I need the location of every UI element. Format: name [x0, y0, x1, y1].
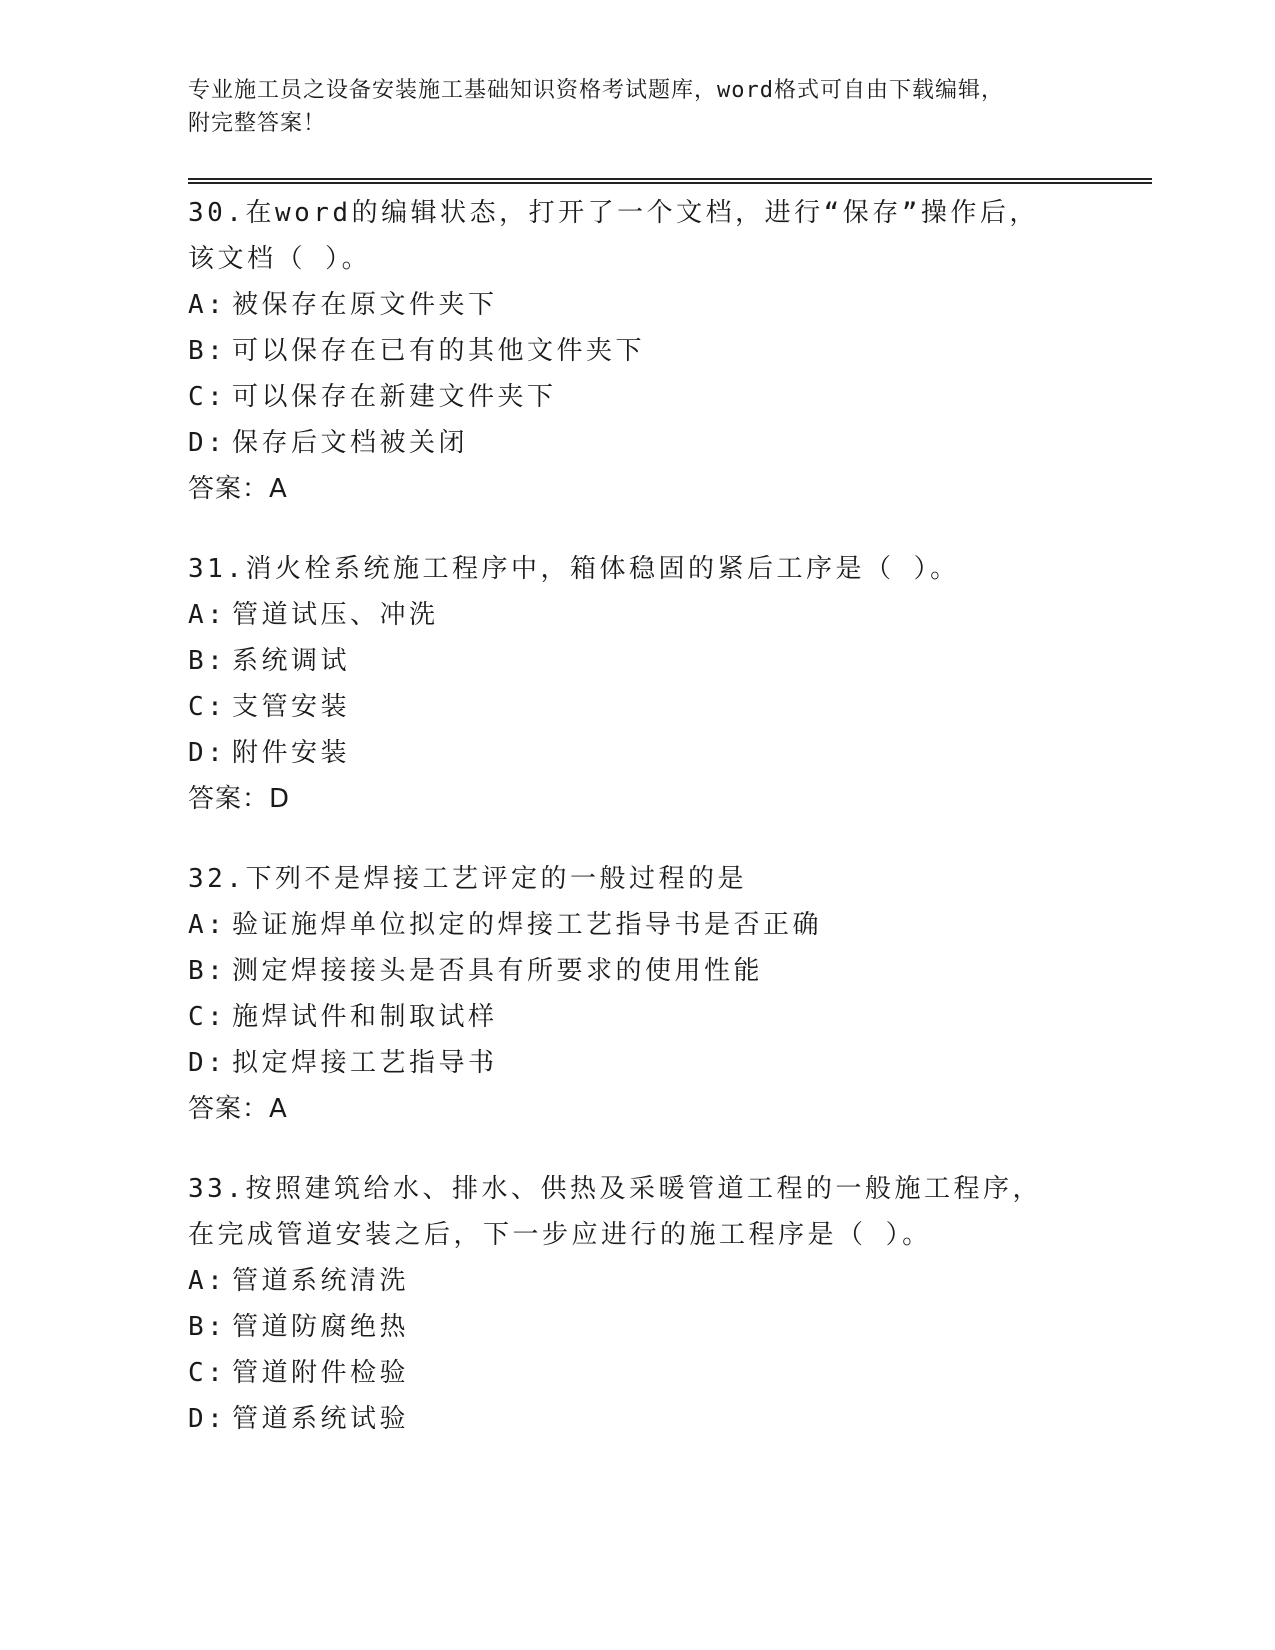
question-stem: 31.消火栓系统施工程序中，箱体稳固的紧后工序是（ ）。: [188, 554, 960, 584]
option-d: [188, 1396, 1088, 1442]
option-letter: B:: [188, 1312, 227, 1342]
option-text: 拟定焊接工艺指导书: [232, 1048, 498, 1078]
header-divider: [188, 178, 1152, 183]
option-c: [188, 1350, 1088, 1396]
option-d: [188, 420, 1088, 466]
option-text: 可以保存在新建文件夹下: [232, 382, 557, 412]
option-letter: B:: [188, 956, 227, 986]
option-text: 验证施焊单位拟定的焊接工艺指导书是否正确: [232, 910, 823, 940]
option-text: 系统调试: [232, 646, 351, 676]
option-d: [188, 1040, 1088, 1086]
option-letter: B:: [188, 646, 227, 676]
option-text: 施焊试件和制取试样: [232, 1002, 498, 1032]
option-a: [188, 1258, 1088, 1304]
option-c: [188, 684, 1088, 730]
option-c: [188, 374, 1088, 420]
option-a: [188, 592, 1088, 638]
option-letter: D:: [188, 738, 227, 768]
option-d: [188, 730, 1088, 776]
question-33: [188, 1166, 1088, 1442]
option-a: [188, 282, 1088, 328]
option-text: 附件安装: [232, 738, 351, 768]
option-b: [188, 638, 1088, 684]
option-text: 管道系统试验: [232, 1404, 410, 1434]
option-b: [188, 328, 1088, 374]
question-list: [188, 190, 1088, 1476]
option-text: 管道试压、冲洗: [232, 600, 439, 630]
option-letter: D:: [188, 428, 227, 458]
option-letter: A:: [188, 910, 227, 940]
option-letter: C:: [188, 382, 227, 412]
option-letter: C:: [188, 692, 227, 722]
option-text: 管道防腐绝热: [232, 1312, 410, 1342]
header-line-1: 专业施工员之设备安装施工基础知识资格考试题库，word格式可自由下载编辑，: [188, 78, 1004, 103]
answer-line: 答案：A: [188, 1094, 288, 1124]
option-letter: A:: [188, 1266, 227, 1296]
option-text: 支管安装: [232, 692, 351, 722]
option-text: 可以保存在已有的其他文件夹下: [232, 336, 646, 366]
question-stem: 32.下列不是焊接工艺评定的一般过程的是: [188, 864, 747, 894]
question-stem: 30.在word的编辑状态，打开了一个文档，进行“保存”操作后，该文档（ ）。: [188, 198, 1039, 274]
document-header: [188, 74, 1068, 140]
question-31: [188, 546, 1088, 822]
option-letter: C:: [188, 1358, 227, 1388]
question-32: [188, 856, 1088, 1132]
option-text: 管道附件检验: [232, 1358, 410, 1388]
option-text: 保存后文档被关闭: [232, 428, 469, 458]
option-letter: A:: [188, 290, 227, 320]
option-letter: A:: [188, 600, 227, 630]
option-letter: C:: [188, 1002, 227, 1032]
answer-line: 答案：D: [188, 784, 291, 814]
option-letter: B:: [188, 336, 227, 366]
option-b: [188, 948, 1088, 994]
option-b: [188, 1304, 1088, 1350]
answer-line: 答案：A: [188, 474, 288, 504]
header-line-2: 附完整答案！: [188, 111, 327, 136]
option-letter: D:: [188, 1048, 227, 1078]
option-a: [188, 902, 1088, 948]
option-letter: D:: [188, 1404, 227, 1434]
option-text: 测定焊接接头是否具有所要求的使用性能: [232, 956, 764, 986]
question-30: [188, 190, 1088, 512]
question-stem: 33.按照建筑给水、排水、供热及采暖管道工程的一般施工程序，在完成管道安装之后，下一步应进行的施工程序是（ ）。: [188, 1174, 1042, 1250]
option-c: [188, 994, 1088, 1040]
option-text: 管道系统清洗: [232, 1266, 410, 1296]
option-text: 被保存在原文件夹下: [232, 290, 498, 320]
